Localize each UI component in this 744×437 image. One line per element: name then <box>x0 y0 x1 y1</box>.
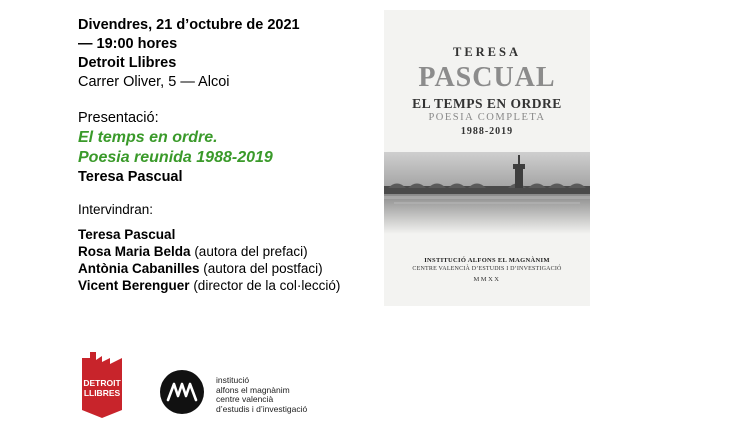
speakers-label: Intervindran: <box>78 202 154 217</box>
book-author: Teresa Pascual <box>78 169 183 185</box>
cover-title: EL TEMPS EN ORDRE <box>412 96 562 111</box>
presentation-label: Presentació: <box>78 110 159 126</box>
event-venue: Detroit Llibres <box>78 55 177 71</box>
magnanim-logo-icon <box>160 370 204 414</box>
speakers-list <box>78 226 368 294</box>
event-date: Divendres, 21 d’octubre de 2021 — 19:00 hores <box>78 17 300 52</box>
cover-author-last: PASCUAL <box>418 62 556 93</box>
cover-photo <box>384 152 590 234</box>
svg-text:LLIBRES: LLIBRES <box>83 388 121 398</box>
detroit-llibres-logo <box>80 352 124 418</box>
svg-text:DETROIT: DETROIT <box>83 378 121 388</box>
cover-subtitle: POESIA COMPLETA <box>428 112 546 123</box>
magnanim-logo-text: institució alfons el magnànim centre valencià d’estudis i d’investigació <box>216 375 308 414</box>
cover-author-first: TERESA <box>452 45 522 59</box>
book-title: El temps en ordre. Poesia reunida 1988-2019 <box>78 129 273 166</box>
cover-years: 1988-2019 <box>460 126 514 137</box>
book-cover <box>384 10 590 306</box>
cover-institution: INSTITUCIÓ ALFONS EL MAGNÀNIM <box>424 257 550 264</box>
cover-centre: CENTRE VALENCIÀ D’ESTUDIS I D’INVESTIGACIÓ <box>412 266 562 272</box>
event-info <box>78 16 368 294</box>
speaker-item: Teresa Pascual <box>78 227 176 242</box>
speaker-item: Antònia Cabanilles (autora del postfaci) <box>78 261 323 276</box>
speaker-item: Vicent Berenguer (director de la col·lecció) <box>78 278 341 293</box>
speaker-item: Rosa Maria Belda (autora del prefaci) <box>78 244 308 259</box>
cover-year-roman: MMXX <box>473 276 501 283</box>
event-address: Carrer Oliver, 5 — Alcoi <box>78 74 230 90</box>
